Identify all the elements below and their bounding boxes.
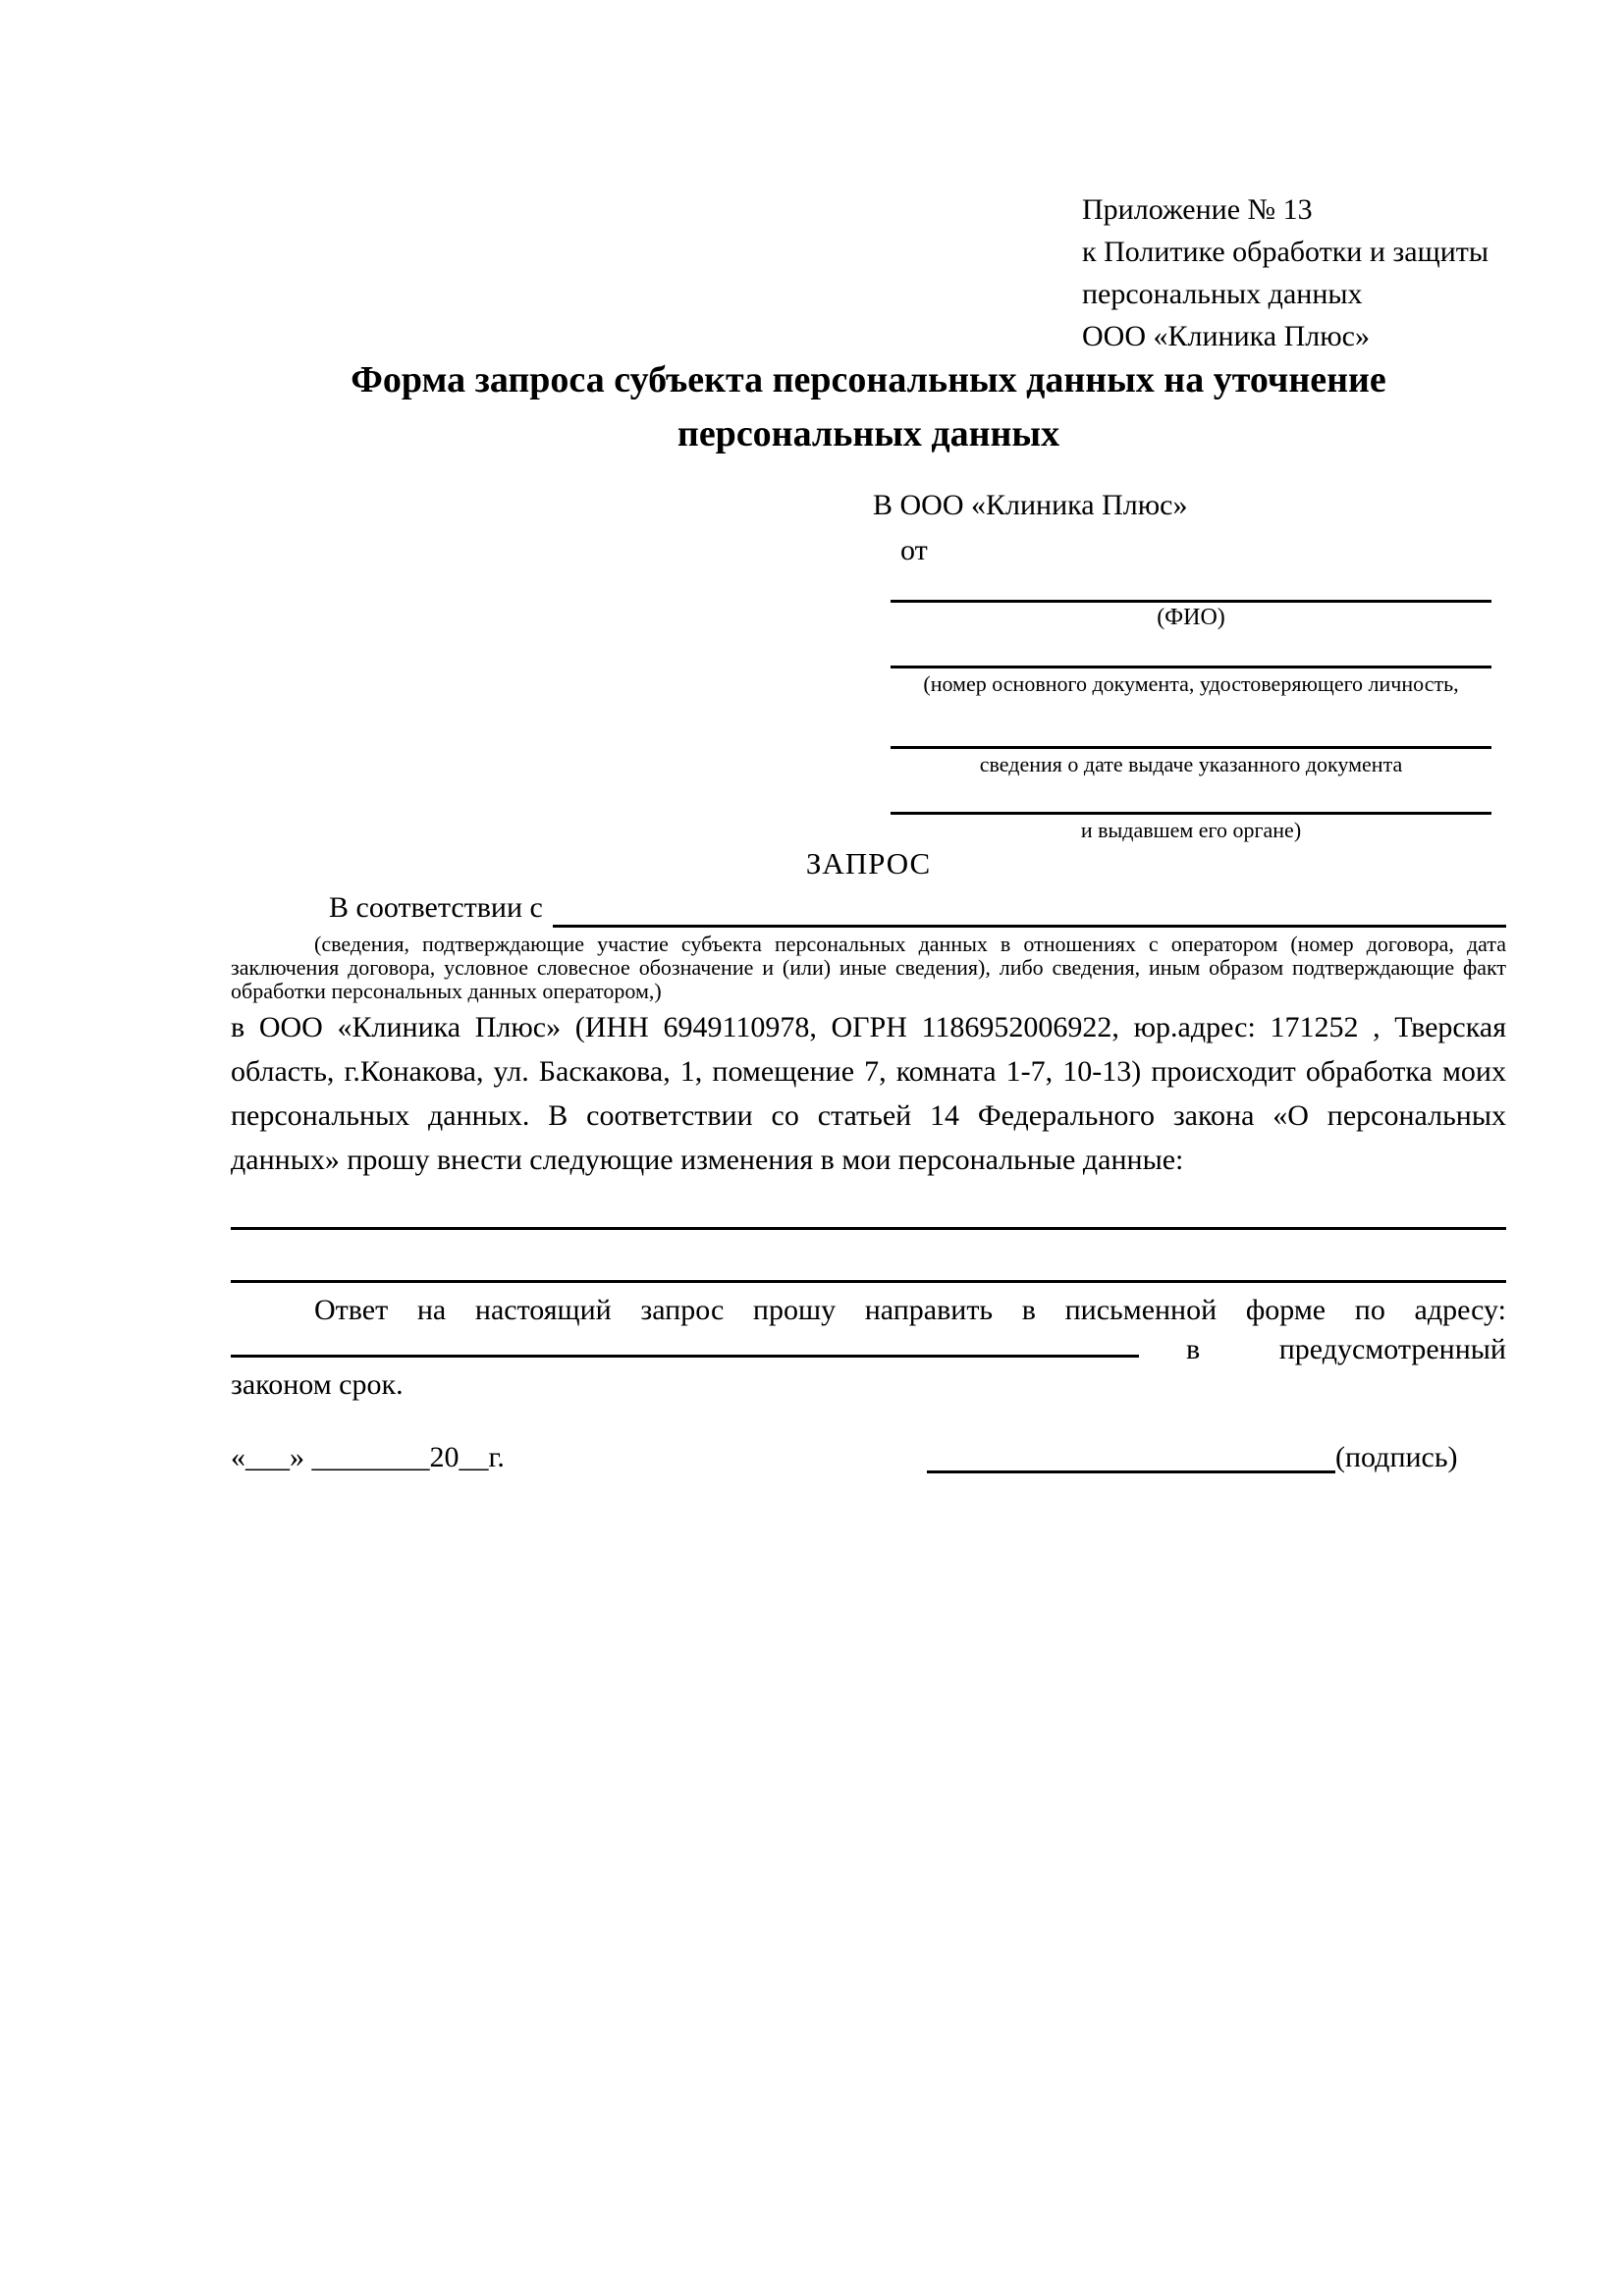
request-body: в ООО «Клиника Плюс» (ИНН 6949110978, ОГРН 1186952006922, юр.адрес: 171252 , Тверская область, г.Конакова, ул. Баскакова, 1, помещение 7, комната 1-7, 10-13) происходит обработка моих персональных данных. В соответствии со статьей 14 Федерального закона «О персональных данных» прошу внести следующие изменения в мои персональные данные:	[231, 1011, 1506, 1176]
fio-field-caption: (ФИО)	[1157, 605, 1225, 630]
addressee-to: В ООО «Клиника Плюс»	[873, 489, 1188, 521]
reply-line-2-word-1: в	[1186, 1333, 1201, 1365]
issuing-authority-field-caption: и выдавшем его органе)	[1080, 818, 1302, 842]
appendix-block	[1082, 188, 1489, 357]
changes-blank-rule-1	[231, 1227, 1506, 1230]
request-heading: ЗАПРОС	[805, 846, 932, 881]
appendix-line-1: Приложение № 13	[1082, 193, 1313, 226]
signature-blank-rule	[927, 1441, 1335, 1473]
fio-field-rule	[891, 600, 1491, 603]
issue-date-field-caption: сведения о дате выдаче указанного документа	[979, 752, 1403, 776]
address-blank-rule	[231, 1331, 1139, 1358]
reply-line-3: законом срок.	[231, 1368, 404, 1401]
issuing-authority-field-rule	[891, 812, 1491, 815]
intro-blank-rule	[553, 891, 1506, 928]
id-document-field-caption: (номер основного документа, удостоверяющего личность,	[923, 671, 1459, 696]
reply-line-2-word-2: предусмотренный	[1278, 1333, 1506, 1365]
appendix-line-3: персональных данных	[1082, 278, 1363, 310]
intro-note: (сведения, подтверждающие участие субъекта персональных данных в отношениях с оператором (номер договора, дата заключения договора, условное словесное обозначение и (или) иные сведения), либо сведения, иным образом подтверждающие факт обработки персональных данных оператором,)	[231, 932, 1506, 1003]
issue-date-field-rule	[891, 746, 1491, 749]
appendix-line-2: к Политике обработки и защиты	[1082, 236, 1489, 268]
changes-blank-rule-2	[231, 1280, 1506, 1283]
reply-line-2	[231, 1331, 1506, 1368]
appendix-line-4: ООО «Клиника Плюс»	[1082, 320, 1370, 352]
intro-prefix: В соответствии с	[329, 891, 543, 924]
id-document-field-rule	[891, 666, 1491, 668]
signature-caption: (подпись)	[1335, 1441, 1458, 1473]
addressee-from-label: от	[900, 534, 928, 566]
page-title: Форма запроса субъекта персональных данных на уточнение персональных данных	[351, 359, 1386, 454]
intro-line	[231, 891, 1506, 928]
signature-block	[927, 1441, 1458, 1474]
reply-line-1: Ответ на настоящий запрос прошу направить в письменной форме по адресу:	[314, 1294, 1506, 1326]
date-blank-line: «___» ________20__г.	[231, 1441, 505, 1473]
